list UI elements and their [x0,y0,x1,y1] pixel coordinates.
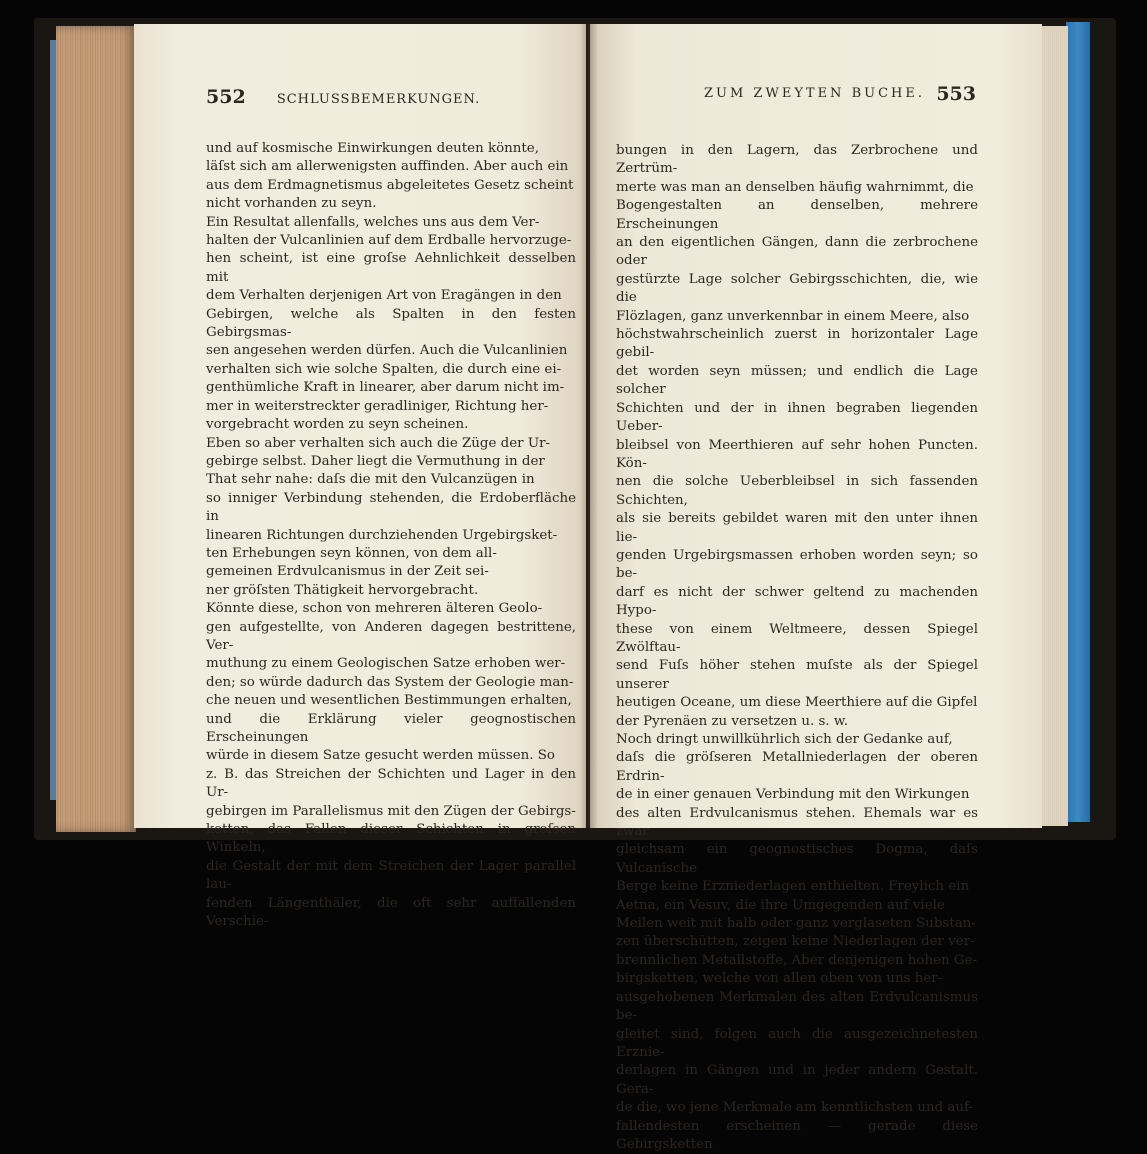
left-page-header [206,86,506,110]
left-running-head: SCHLUSSBEMERKUNGEN. [276,92,481,107]
right-edge-binding [1066,22,1090,822]
right-page-body: bungen in den Lagern, das Zerbrochene und Zertrüm- merte was man an denselben häufig wahrnimmt, die Bogengestalten an denselben, mehrere Erscheinungen an den eigentlichen Gängen, dann die zerbrochene oder gestürzte Lage solcher Gebirgsschichten, die, wie die Flözlagen, ganz unverkennbar in einem Meere, also höchstwahrscheinlich zuerst in horizontaler Lage gebil- det worden seyn müssen; und endlich die Lage solcher Schichten und der in ihnen begraben liegenden Ueber- bleibsel von Meerthieren auf sehr hohen Puncten. Kön- nen die solche Ueberbleibsel in sich fassenden Schichten, als sie bereits gebildet waren mit den unter ihnen lie- genden Urgebirgsmassen erhoben worden seyn; so be- darf es nicht der schwer geltend zu machenden Hypo- these von einem Weltmeere, dessen Spiegel Zwölftau- send Fuſs höher stehen muſste als der Spiegel unserer heutigen Oceane, um diese Meerthiere auf die Gipfel der Pyrenäen zu versetzen u. s. w. Noch dringt unwillkührlich sich der Gedanke auf, daſs die gröſseren Metallniederlagen der oberen Erdrin- de in einer genauen Verbindung mit den Wirkungen des alten Erdvulcanismus stehen. Ehemals war es zwar gleichsam ein geognostisches Dogma, daſs Vulcanische Berge keine Erzniederlagen enthielten. Freylich ein Aetna, ein Vesuv, die ihre Umgegenden auf viele Meilen weit mit halb oder ganz verglaseten Substan- zen überschütten, zeigen keine Niederlagen der ver- brennlichen Metallstoffe, Aber denjenigen hohen Ge- birgsketten, welche von allen oben von uns her- ausgehobenen Merkmalen des alten Erdvulcanismus be- gleitet sind, folgen auch die ausgezeichnetesten Erznie- derlagen in Gängen und in jeder andern Gestalt. Gera- de die, wo jene Merkmale am kenntlichsten und auf- fallendesten erscheinen — gerade diese Gebirgsketten [616,143,978,1152]
left-page-body: und auf kosmische Einwirkungen deuten könnte, läſst sich am allerwenigsten auffinden. Aber auch ein aus dem Erdmagnetismus abgeleitetes Gesetz scheint nicht vorhanden zu seyn. Ein Resultat allenfalls, welches uns aus dem Ver- halten der Vulcanlinien auf dem Erdballe hervorzuge- hen scheint, ist eine groſse Aehnlichkeit desselben mit dem Verhalten derjenigen Art von Eragängen in den Gebirgen, welche als Spalten in den festen Gebirgsmas- sen angesehen werden dürfen. Auch die Vulcanlinien verhalten sich wie solche Spalten, die durch eine ei- genthümliche Kraft in linearer, aber darum nicht im- mer in weiterstreckter geradliniger, Richtung her- vorgebracht worden zu seyn scheinen. Eben so aber verhalten sich auch die Züge der Ur- gebirge selbst. Daher liegt die Vermuthung in der That sehr nahe: daſs die mit den Vulcanzügen in so inniger Verbindung stehenden, die Erdoberfläche in linearen Richtungen durchziehenden Urgebirgsket- ten Erhebungen seyn können, von dem all- gemeinen Erdvulcanismus in der Zeit sei- ner gröſsten Thätigkeit hervorgebracht. Könnte diese, schon von mehreren älteren Geolo- gen aufgestellte, von Anderen dagegen bestrittene, Ver- muthung zu einem Geologischen Satze erhoben wer- den; so würde dadurch das System der Geologie man- che neuen und wesentlichen Bestimmungen erhalten, und die Erklärung vieler geognostischen Erscheinungen würde in diesem Satze gesucht werden müssen. So z. B. das Streichen der Schichten und Lager in den Ur- gebirgen im Parallelismus mit den Zügen der Gebirgs- ketten, das Fallen dieser Schichten in groſsen Winkeln, die Gestalt der mit dem Streichen der Lager parallel lau- fenden Längenthäler, die oft sehr auffallenden Verschie- [206,141,576,930]
left-page [134,24,586,930]
left-page-number: 552 [206,86,246,108]
right-page [590,24,1042,1152]
right-page-header [704,83,976,110]
book-gutter [580,24,598,828]
right-page-text [616,142,978,1154]
right-running-head: ZUM ZWEYTEN BUCHE. [704,86,925,101]
right-page-edges [1040,26,1068,826]
left-page-text [206,140,576,931]
left-page-edges [56,26,136,832]
right-page-number: 553 [936,83,976,105]
